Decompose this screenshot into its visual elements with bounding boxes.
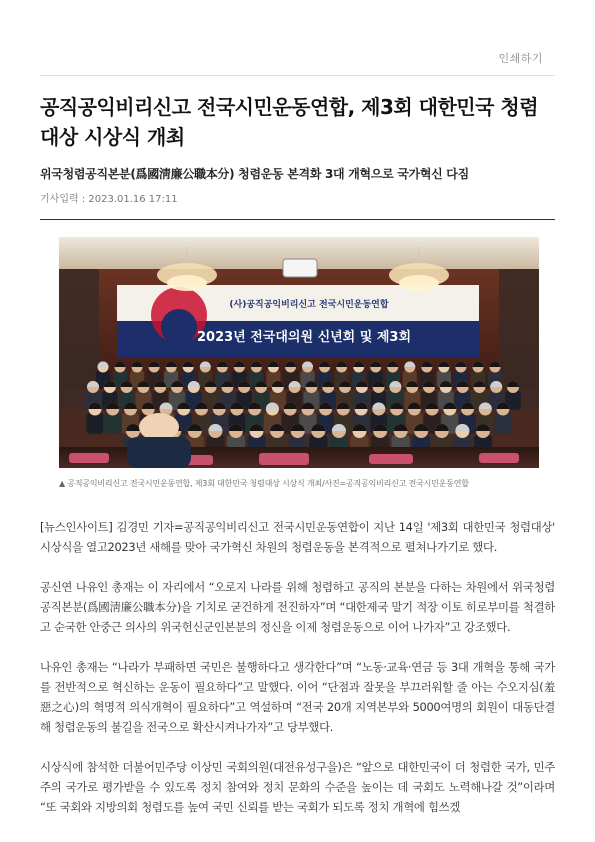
crowd-person-body (87, 413, 104, 434)
event-banner (117, 285, 479, 357)
paragraph-4: 시상식에 참석한 더불어민주당 이상민 국회의원(대전유성구을)은 “앞으로 대한민국이 더 청렴한 국가, 민주주의 국가로 평가받을 수 있도록 정치 참여와 정치 문화의 수준을 높이는 데 국회도 노력해나갈 것”이라며 “또 국회와 지방의회 청렴도를 높여 국민 신뢰를 받는 국회가 되도록 정치 개혁에 힘쓰겠 (40, 760, 555, 814)
article-photo[interactable] (59, 237, 539, 468)
header-divider (40, 219, 555, 220)
paragraph-2: 공신연 나유인 총재는 이 자리에서 “오로지 나라를 위해 청렴하고 공직의 본분을 다하는 차원에서 위국청렴공직본분(爲國淸廉公職本分)을 기치로 굳건하게 전진하자”며 “대한제국 말기 적장 이토 히로부미를 척결하고 순국한 안중근 의사의 위국헌신군인본분의 정신을 이제 청렴운동으로 이어 나가자”고 강조했다. (40, 580, 555, 634)
banner-line-1: (사)공직공익비리신고 전국시민운동연합 (229, 300, 389, 310)
print-button[interactable]: 인쇄하기 (498, 52, 543, 65)
article-subtitle: 위국청렴공직본분(爲國淸廉公職本分) 청렴운동 본격화 3대 개혁으로 국가혁신 다짐 (40, 167, 469, 181)
article-title: 공직공익비리신고 전국시민운동연합, 제3회 대한민국 청렴대상 시상식 개최 (40, 95, 539, 149)
paragraph-3: 나유인 총재는 “나라가 부패하면 국민은 불행하다고 생각한다”며 “노동·교육·연금 등 3대 개혁을 통해 국가를 전반적으로 혁신하는 운동이 필요하다”고 말했다. 이어 “단점과 잘못을 부끄러워할 줄 아는 수오지심(羞惡之心)의 혁명적 의식개혁이 필요하다”고 역설하며 “전국 20개 지역본부와 5000여명의 회원이 대동단결해 청렴운동의 불길을 전국으로 확산시켜나가자”고 당부했다. (40, 660, 555, 734)
article-body (40, 517, 555, 837)
right-curtain (499, 269, 539, 409)
crowd-person-body (104, 413, 121, 434)
top-divider (40, 75, 555, 76)
photo-caption: ▲ 공직공익비리신고 전국시민운동연합, 제3회 대한민국 청렴대상 시상식 개최/사진=공직공익비리신고 전국시민운동연합 (59, 479, 469, 488)
camera-icon (283, 259, 317, 277)
paragraph-1: [뉴스인사이트] 김경민 기자=공직공익비리신고 전국시민운동연합이 지난 14일 '제3회 대한민국 청렴대상' 시상식을 열고2023년 새해를 맞아 국가혁신 차원의 청렴운동을 본격적으로 펼쳐나가기로 했다. (40, 520, 555, 554)
group-photo-image (59, 237, 539, 468)
article-date: 기사입력 : 2023.01.16 17:11 (40, 194, 178, 205)
crowd-person-body (495, 413, 512, 434)
banner-line-2: 2023년 전국대의원 신년회 및 제3회 (196, 330, 412, 345)
